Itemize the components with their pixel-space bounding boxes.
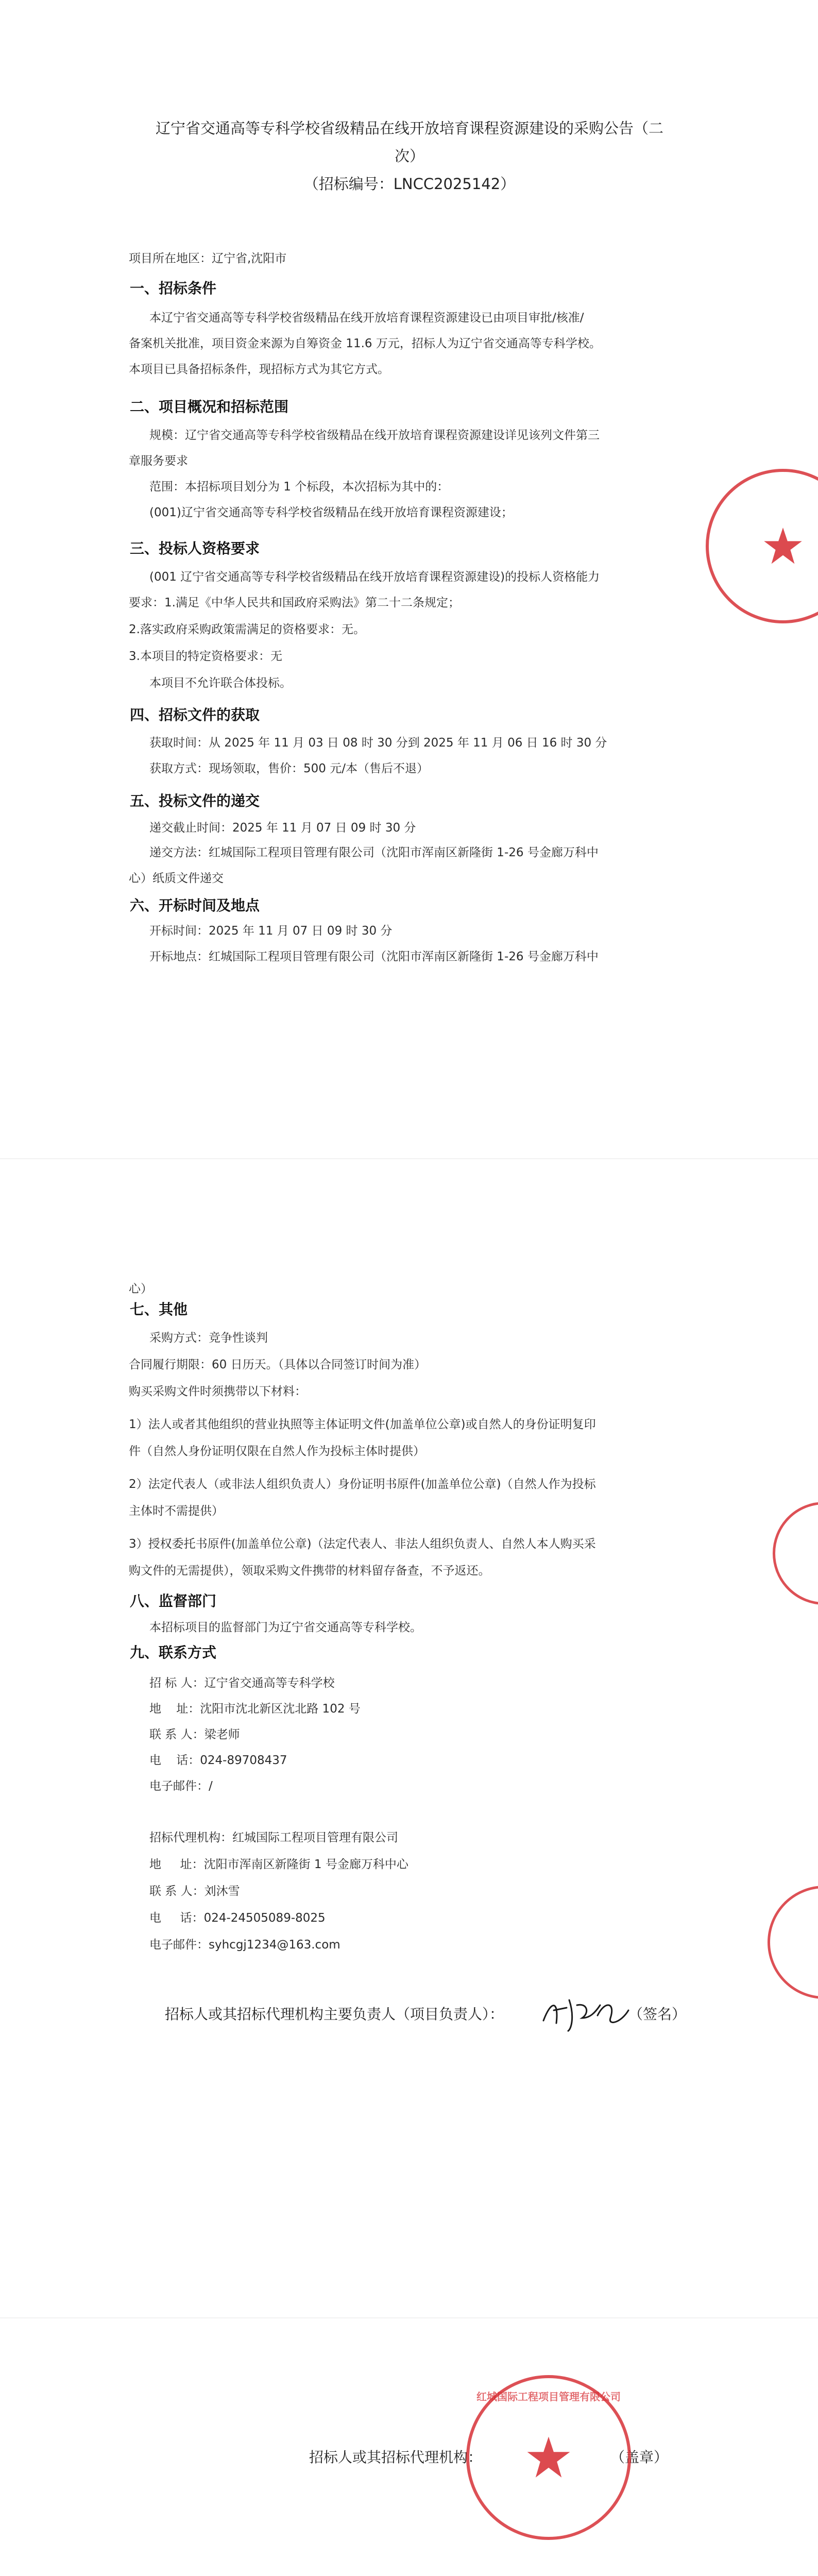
seal-star-icon xyxy=(762,526,804,567)
sec1-text-1: 本辽宁省交通高等专科学校省级精品在线开放培育课程资源建设已由项目审批/核准/ xyxy=(149,311,584,325)
sec7-material-3b: 购文件的无需提供），领取采购文件携带的材料留存备查，不予返还。 xyxy=(129,1564,490,1578)
sec8-text: 本招标项目的监督部门为辽宁省交通高等专科学校。 xyxy=(149,1621,422,1634)
title-line-1: 辽宁省交通高等专科学校省级精品在线开放培育课程资源建设的采购公告（二 xyxy=(155,120,663,137)
agency-address-value: 沈阳市浑南区新隆街 1 号金廊万科中心 xyxy=(203,1858,408,1871)
sec1-text-2: 备案机关批准，项目资金来源为自筹资金 11.6 万元，招标人为辽宁省交通高等专科学校。 xyxy=(129,337,601,350)
sec5-method-2: 心）纸质文件递交 xyxy=(129,872,224,885)
sec6-time: 开标时间：2025 年 11 月 07 日 09 时 30 分 xyxy=(149,924,393,938)
sec2-scope: 范围：本招标项目划分为 1 个标段，本次招标为其中的： xyxy=(149,480,449,494)
section-3-heading: 三、投标人资格要求 xyxy=(130,540,260,557)
agency-contact-value: 刘沐雪 xyxy=(204,1885,240,1898)
sec4-time: 获取时间：从 2025 年 11 月 03 日 08 时 30 分到 2025 年 11 月 06 日 16 时 30 分 xyxy=(149,736,607,750)
document-page-3 xyxy=(0,2318,818,2576)
sec7-material-3a: 3）授权委托书原件(加盖单位公章)（法定代表人、非法人组织负责人、自然人本人购买采 xyxy=(129,1537,596,1551)
agency-email-label: 电子邮件： xyxy=(149,1938,209,1952)
section-7-heading: 七、其他 xyxy=(130,1301,188,1318)
sec7-material-2b: 主体时不需提供） xyxy=(129,1504,224,1518)
section-2-heading: 二、项目概况和招标范围 xyxy=(130,398,289,415)
agency-name-value: 红城国际工程项目管理有限公司 xyxy=(232,1831,398,1844)
sec7-method: 采购方式：竞争性谈判 xyxy=(149,1331,268,1345)
company-seal xyxy=(466,2375,631,2540)
contact-address xyxy=(149,1700,361,1718)
signature-line-label: 招标人或其招标代理机构主要负责人（项目负责人）： xyxy=(165,2006,504,2023)
sec3-text-2: 要求：1.满足《中华人民共和国政府采购法》第二十二条规定； xyxy=(129,596,460,609)
handwritten-signature xyxy=(538,1990,636,2036)
title-line-2: 次） xyxy=(394,147,424,165)
section-4-heading: 四、招标文件的获取 xyxy=(130,706,260,723)
sec3-text-5: 本项目不允许联合体投标。 xyxy=(149,676,292,690)
agency-email xyxy=(149,1936,340,1954)
contact-tenderer-label: 招 标 人： xyxy=(149,1676,204,1690)
contact-tenderer xyxy=(149,1674,335,1692)
sec3-text-1: (001 辽宁省交通高等专科学校省级精品在线开放培育课程资源建设)的投标人资格能力 xyxy=(149,570,600,584)
agency-name-label: 招标代理机构： xyxy=(149,1831,232,1844)
section-6-heading: 六、开标时间及地点 xyxy=(130,897,260,914)
company-seal-partial-3 xyxy=(768,1886,818,1999)
sec7-material-1b: 件（自然人身份证明仅限在自然人作为投标主体时提供） xyxy=(129,1445,425,1458)
agency-contact xyxy=(149,1883,240,1900)
contact-email-value: / xyxy=(209,1780,213,1793)
sec7-material-1a: 1）法人或者其他组织的营业执照等主体证明文件(加盖单位公章)或自然人的身份证明复印 xyxy=(129,1418,596,1431)
sec3-text-3: 2.落实政府采购政策需满足的资格要求：无。 xyxy=(129,623,365,636)
contact-address-label: 地 址： xyxy=(149,1702,200,1716)
section-5-heading: 五、投标文件的递交 xyxy=(130,792,260,809)
company-seal-partial-2 xyxy=(773,1502,818,1605)
seal-line-label: 招标人或其招标代理机构： xyxy=(309,2449,483,2466)
project-location: 项目所在地区：辽宁省,沈阳市 xyxy=(129,252,287,265)
section-1-heading: 一、招标条件 xyxy=(130,280,217,297)
sec6-place: 开标地点：红城国际工程项目管理有限公司（沈阳市浑南区新隆街 1-26 号金廊万科中 xyxy=(149,950,599,963)
contact-email xyxy=(149,1777,213,1795)
agency-phone-value: 024-24505089-8025 xyxy=(203,1911,326,1925)
contact-person-value: 梁老师 xyxy=(204,1728,240,1741)
contact-tenderer-value: 辽宁省交通高等专科学校 xyxy=(204,1676,335,1690)
agency-phone-label: 电 话： xyxy=(149,1911,204,1925)
company-seal-partial-1 xyxy=(706,469,818,623)
seal-text: 红城国际工程项目管理有限公司 xyxy=(476,2391,621,2403)
agency-phone xyxy=(149,1909,326,1927)
agency-address xyxy=(149,1856,408,1873)
sec7-material-2a: 2）法定代表人（或非法人组织负责人）身份证明书原件(加盖单位公章)（自然人作为投标 xyxy=(129,1478,596,1491)
agency-email-value: syhcgj1234@163.com xyxy=(209,1938,340,1952)
sec5-method-1: 递交方法：红城国际工程项目管理有限公司（沈阳市浑南区新隆街 1-26 号金廊万科中 xyxy=(149,846,599,859)
document-page-1 xyxy=(0,0,818,1159)
signature-suffix: （签名） xyxy=(628,2006,687,2023)
seal-star-icon-2 xyxy=(525,2434,572,2481)
agency-contact-label: 联 系 人： xyxy=(149,1885,204,1898)
agency-address-label: 地 址： xyxy=(149,1858,204,1871)
contact-person-label: 联 系 人： xyxy=(149,1728,204,1741)
continued-text: 心） xyxy=(129,1282,152,1296)
sec2-scale-2: 章服务要求 xyxy=(129,454,188,468)
page-title xyxy=(129,114,690,198)
bid-number: （招标编号：LNCC2025142） xyxy=(303,175,516,193)
contact-address-value: 沈阳市沈北新区沈北路 102 号 xyxy=(200,1702,361,1716)
sec1-text-3: 本项目已具备招标条件，现招标方式为其它方式。 xyxy=(129,363,389,376)
sec5-deadline: 递交截止时间：2025 年 11 月 07 日 09 时 30 分 xyxy=(149,821,416,835)
document-page-2 xyxy=(0,1159,818,2318)
seal-line-suffix: （盖章） xyxy=(610,2449,669,2466)
contact-person xyxy=(149,1726,240,1743)
contact-phone xyxy=(149,1752,287,1769)
sec2-scale-1: 规模：辽宁省交通高等专科学校省级精品在线开放培育课程资源建设详见该列文件第三 xyxy=(149,429,600,442)
contact-email-label: 电子邮件： xyxy=(149,1780,209,1793)
agency-name xyxy=(149,1829,398,1846)
sec2-lot: (001)辽宁省交通高等专科学校省级精品在线开放培育课程资源建设； xyxy=(149,506,513,519)
section-8-heading: 八、监督部门 xyxy=(130,1592,217,1609)
sec3-text-4: 3.本项目的特定资格要求：无 xyxy=(129,650,282,663)
sec4-method: 获取方式：现场领取，售价：500 元/本（售后不退） xyxy=(149,762,429,775)
sec7-period: 合同履行期限：60 日历天。（具体以合同签订时间为准） xyxy=(129,1358,427,1371)
section-9-heading: 九、联系方式 xyxy=(130,1644,217,1661)
contact-phone-value: 024-89708437 xyxy=(200,1754,287,1767)
contact-phone-label: 电 话： xyxy=(149,1754,200,1767)
sec7-bring: 购买采购文件时须携带以下材料： xyxy=(129,1385,306,1398)
